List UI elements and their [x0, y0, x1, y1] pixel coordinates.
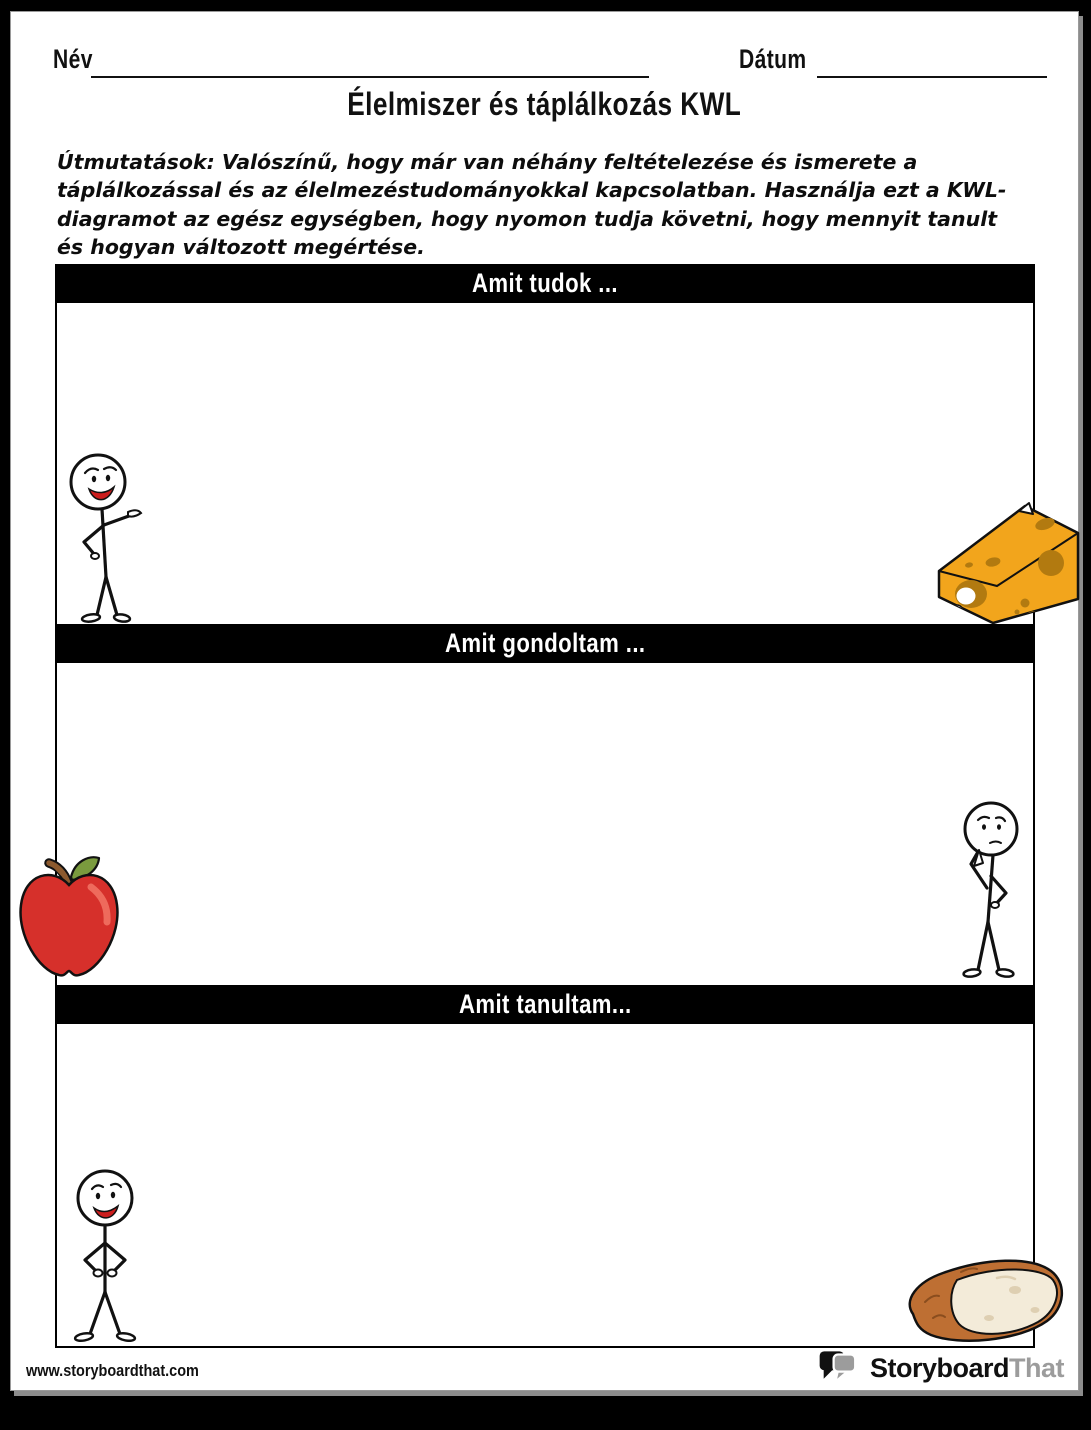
logo-wordmark-secondary: That: [1009, 1352, 1064, 1383]
logo-wordmark-primary: Storyboard: [869, 1352, 1009, 1383]
confident-stick-figure-illustration: [57, 1166, 149, 1348]
section-learned-header: [55, 985, 1035, 1024]
page-title: Élelmiszer és táplálkozás KWL: [347, 86, 742, 122]
kwl-chart: [55, 264, 1035, 1348]
instructions-text: Útmutatások: Valószínű, hogy már van néhány feltételezése és ismerete a táplálkozással és az élelmezéstudományokkal kapcsolatban. Használja ezt a KWL-diagramot az egész egységben, hogy nyomon tudja követni, hogy mennyit tanult és hogyan változott megértése.: [57, 150, 1007, 259]
cheese-wedge-illustration: [935, 499, 1081, 626]
section-wonder-header-text: Amit gondoltam ...: [444, 628, 646, 658]
section-wonder-write-area[interactable]: [55, 663, 1035, 985]
happy-stick-figure-illustration: [61, 449, 146, 624]
footer-url-text: www.storyboardthat.com: [26, 1361, 199, 1380]
section-know-header: [55, 264, 1035, 303]
name-write-line[interactable]: [91, 76, 649, 78]
date-label-text: Dátum: [739, 44, 807, 74]
name-label: [53, 44, 104, 75]
section-know-header-text: Amit tudok ...: [472, 268, 618, 298]
logo-wordmark: [870, 1353, 1064, 1384]
section-know-write-area[interactable]: [55, 303, 1035, 624]
section-wonder-header: [55, 624, 1035, 663]
date-label: [739, 44, 826, 75]
storyboardthat-logo: [817, 1350, 1064, 1386]
worksheet-page: [10, 11, 1079, 1391]
section-learned-write-area[interactable]: [55, 1024, 1035, 1348]
apple-illustration: [15, 855, 123, 987]
section-learned-header-text: Amit tanultam...: [458, 989, 632, 1019]
name-label-text: Név: [53, 44, 93, 74]
bread-loaf-illustration: [897, 1250, 1069, 1350]
page-title-wrap: [11, 86, 1078, 123]
speech-bubbles-icon: [817, 1350, 861, 1386]
footer-url: [26, 1361, 229, 1381]
date-write-line[interactable]: [817, 76, 1047, 78]
thinking-stick-figure-illustration: [949, 800, 1021, 985]
